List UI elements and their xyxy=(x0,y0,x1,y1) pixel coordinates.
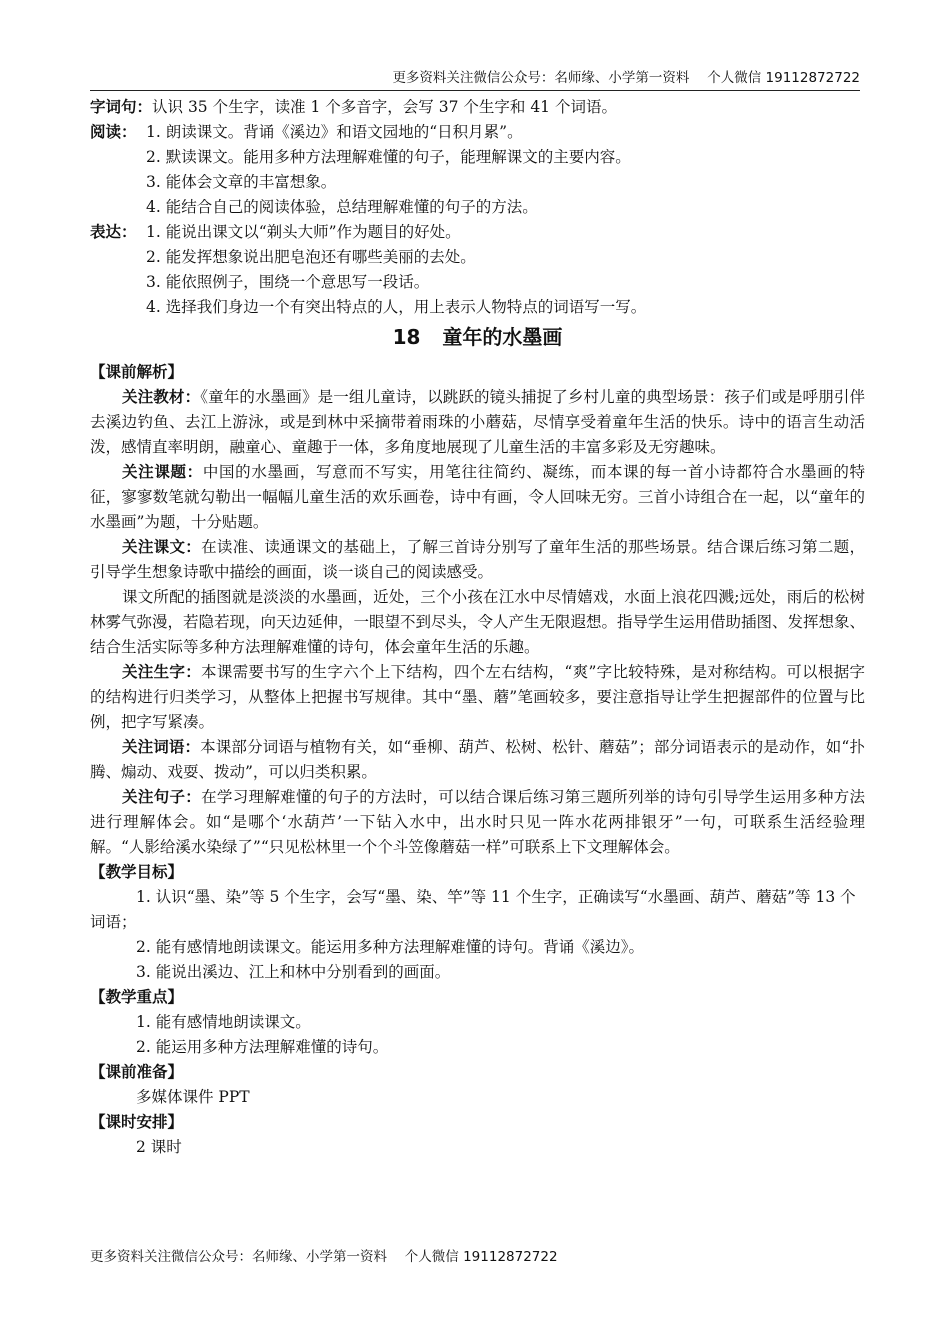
objective-item: 2. 能有感情地朗读课文。能运用多种方法理解难懂的诗句。背诵《溪边》。 xyxy=(136,938,644,956)
analysis-paragraph xyxy=(90,385,865,460)
read-goal-line xyxy=(90,120,865,145)
keypoint-item: 1. 能有感情地朗读课文。 xyxy=(136,1013,311,1031)
objective-item: 1. 认识“墨、染”等 5 个生字，会写“墨、染、竿”等 11 个生字，正确读写“水墨画、葫芦、蘑菇”等 13 个词语； xyxy=(90,888,856,931)
analysis-paragraph xyxy=(90,735,865,785)
ci-goal-line xyxy=(90,95,865,120)
express-goal-label: 表达： xyxy=(90,223,137,241)
paragraph-key: 关注课文： xyxy=(122,538,202,556)
read-goal-item: 3. 能体会文章的丰富想象。 xyxy=(146,173,337,191)
paragraph-text: 在学习理解难懂的句子的方法时，可以结合课后练习第三题所列举的诗句引导学生运用多种方法进行理解体会。如“是哪个‘水葫芦’一下钻入水中，出水时只见一阵水花两排银牙”一句，可联系生活经验理解。“人影给溪水染绿了”“只见松林里一个个斗笠像蘑菇一样”可联系上下文理解体会。 xyxy=(90,788,865,856)
paragraph-key: 关注词语： xyxy=(122,738,201,756)
express-goal-item: 2. 能发挥想象说出肥皂泡还有哪些美丽的去处。 xyxy=(146,248,476,266)
analysis-paragraph xyxy=(90,585,865,660)
page-header: 更多资料关注微信公众号：名师缘、小学第一资料 个人微信 19112872722 xyxy=(90,68,860,91)
schedule-text: 2 课时 xyxy=(136,1138,182,1156)
section-heading-analysis: 【课前解析】 xyxy=(90,363,184,381)
paragraph-text: 在读准、读通课文的基础上，了解三首诗分别写了童年生活的那些场景。结合课后练习第二题，引导学生想象诗歌中描绘的画面，谈一谈自己的阅读感受。 xyxy=(90,538,865,581)
paragraph-text: 《童年的水墨画》是一组儿童诗，以跳跃的镜头捕捉了乡村儿童的典型场景：孩子们或是呼朋引伴去溪边钓鱼、去江上游泳，或是到林中采摘带着雨珠的小蘑菇，尽情享受着童年生活的快乐。诗中的语言生动活泼，感情直率明朗，融童心、童趣于一体，多角度地展现了儿童生活的丰富多彩及无穷趣味。 xyxy=(90,388,865,456)
analysis-paragraph xyxy=(90,535,865,585)
ci-goal-label: 字词句： xyxy=(90,98,153,116)
section-heading-objectives: 【教学目标】 xyxy=(90,863,184,881)
prep-text: 多媒体课件 PPT xyxy=(136,1088,250,1106)
paragraph-key: 关注课题： xyxy=(122,463,203,481)
section-heading-prep: 【课前准备】 xyxy=(90,1063,184,1081)
lesson-name: 童年的水墨画 xyxy=(442,325,563,349)
paragraph-text: 本课部分词语与植物有关，如“垂柳、葫芦、松树、松针、蘑菇”；部分词语表示的是动作，如“扑腾、煽动、戏耍、拨动”，可以归类积累。 xyxy=(90,738,865,781)
read-goal-item: 4. 能结合自己的阅读体验，总结理解难懂的句子的方法。 xyxy=(146,198,538,216)
page-footer: 更多资料关注微信公众号：名师缘、小学第一资料 个人微信 19112872722 xyxy=(90,1249,558,1265)
analysis-paragraph xyxy=(90,460,865,535)
paragraph-text: 本课需要书写的生字六个上下结构，四个左右结构，“爽”字比较特殊，是对称结构。可以根据字的结构进行归类学习，从整体上把握书写规律。其中“墨、蘑”笔画较多，要注意指导让学生把握部件的位置与比例，把字写紧凑。 xyxy=(90,663,865,731)
document-body xyxy=(90,95,865,1160)
paragraph-key: 关注句子： xyxy=(122,788,202,806)
section-heading-schedule: 【课时安排】 xyxy=(90,1113,184,1131)
keypoint-item: 2. 能运用多种方法理解难懂的诗句。 xyxy=(136,1038,389,1056)
express-goal-line xyxy=(90,220,865,245)
express-goal-item: 1. 能说出课文以“剃头大师”作为题目的好处。 xyxy=(146,223,461,241)
express-goal-item: 3. 能依照例子，围绕一个意思写一段话。 xyxy=(146,273,430,291)
lesson-number: 18 xyxy=(392,325,421,349)
objective-item: 3. 能说出溪边、江上和林中分别看到的画面。 xyxy=(136,963,451,981)
read-goal-item: 1. 朗读课文。背诵《溪边》和语文园地的“日积月累”。 xyxy=(146,123,523,141)
lesson-title xyxy=(90,320,865,360)
paragraph-text: 中国的水墨画，写意而不写实，用笔往往简约、凝练，而本课的每一首小诗都符合水墨画的特征，寥寥数笔就勾勒出一幅幅儿童生活的欢乐画卷，诗中有画，令人回味无穷。三首小诗组合在一起，以“童年的水墨画”为题，十分贴题。 xyxy=(90,463,865,531)
analysis-paragraph xyxy=(90,660,865,735)
read-goal-label: 阅读： xyxy=(90,123,137,141)
ci-goal-text: 认识 35 个生字，读准 1 个多音字，会写 37 个生字和 41 个词语。 xyxy=(152,98,617,116)
paragraph-key: 关注生字： xyxy=(122,663,202,681)
express-goal-item: 4. 选择我们身边一个有突出特点的人，用上表示人物特点的词语写一写。 xyxy=(146,298,647,316)
section-heading-keypoints: 【教学重点】 xyxy=(90,988,184,1006)
paragraph-key: 关注教材： xyxy=(122,388,201,406)
read-goal-item: 2. 默读课文。能用多种方法理解难懂的句子，能理解课文的主要内容。 xyxy=(146,148,631,166)
paragraph-text: 课文所配的插图就是淡淡的水墨画，近处，三个小孩在江水中尽情嬉戏，水面上浪花四溅;远处，雨后的松树林雾气弥漫，若隐若现，向天边延伸，一眼望不到尽头，令人产生无限遐想。指导学生运用借助插图、发挥想象、结合生活实际等多种方法理解难懂的诗句，体会童年生活的乐趣。 xyxy=(90,588,866,656)
analysis-paragraph xyxy=(90,785,865,860)
